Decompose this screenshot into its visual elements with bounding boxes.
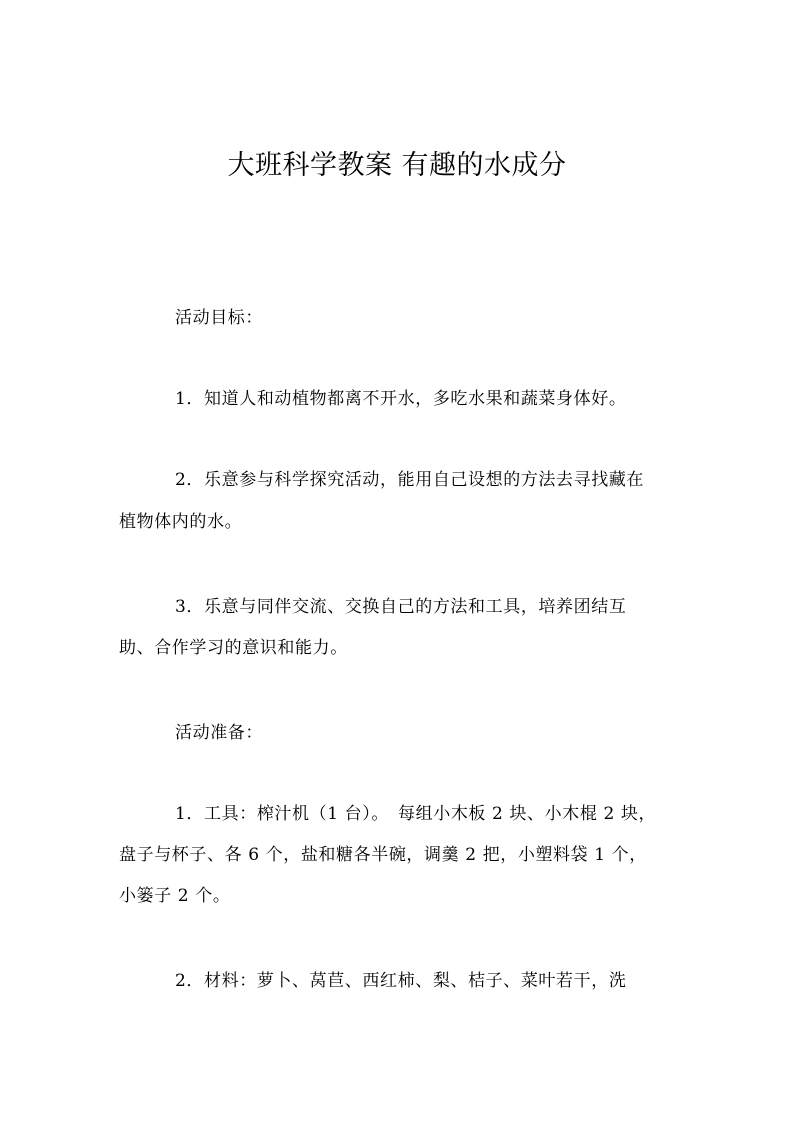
goal-item-3-line-1: 3．乐意与同伴交流、交换自己的方法和工具，培养团结互 <box>175 597 627 617</box>
goal-item-2-line-1: 2．乐意参与科学探究活动，能用自己设想的方法去寻找藏在 <box>175 470 645 490</box>
goal-item-3-line-2: 助、合作学习的意识和能力。 <box>119 638 348 658</box>
prep-item-1-line-1: 1．工具：榨汁机（1 台）。 每组小木板 2 块、小木棍 2 块， <box>175 804 657 824</box>
goal-item-2-line-2: 植物体内的水。 <box>119 512 243 532</box>
goal-item-1-line-1: 1．知道人和动植物都离不开水，多吃水果和蔬菜身体好。 <box>175 389 627 409</box>
section-heading-preparation: 活动准备： <box>175 723 263 743</box>
prep-item-1-line-2: 盘子与杯子、各 6 个，盐和糖各半碗，调羹 2 把，小塑料袋 1 个， <box>119 845 647 865</box>
document-title: 大班科学教案 有趣的水成分 <box>227 150 567 181</box>
prep-item-2-line-1: 2．材料：萝卜、莴苣、西红柿、梨、桔子、菜叶若干，洗 <box>175 971 627 991</box>
section-heading-goals: 活动目标： <box>175 308 263 328</box>
prep-item-1-line-3: 小篓子 2 个。 <box>119 886 231 906</box>
